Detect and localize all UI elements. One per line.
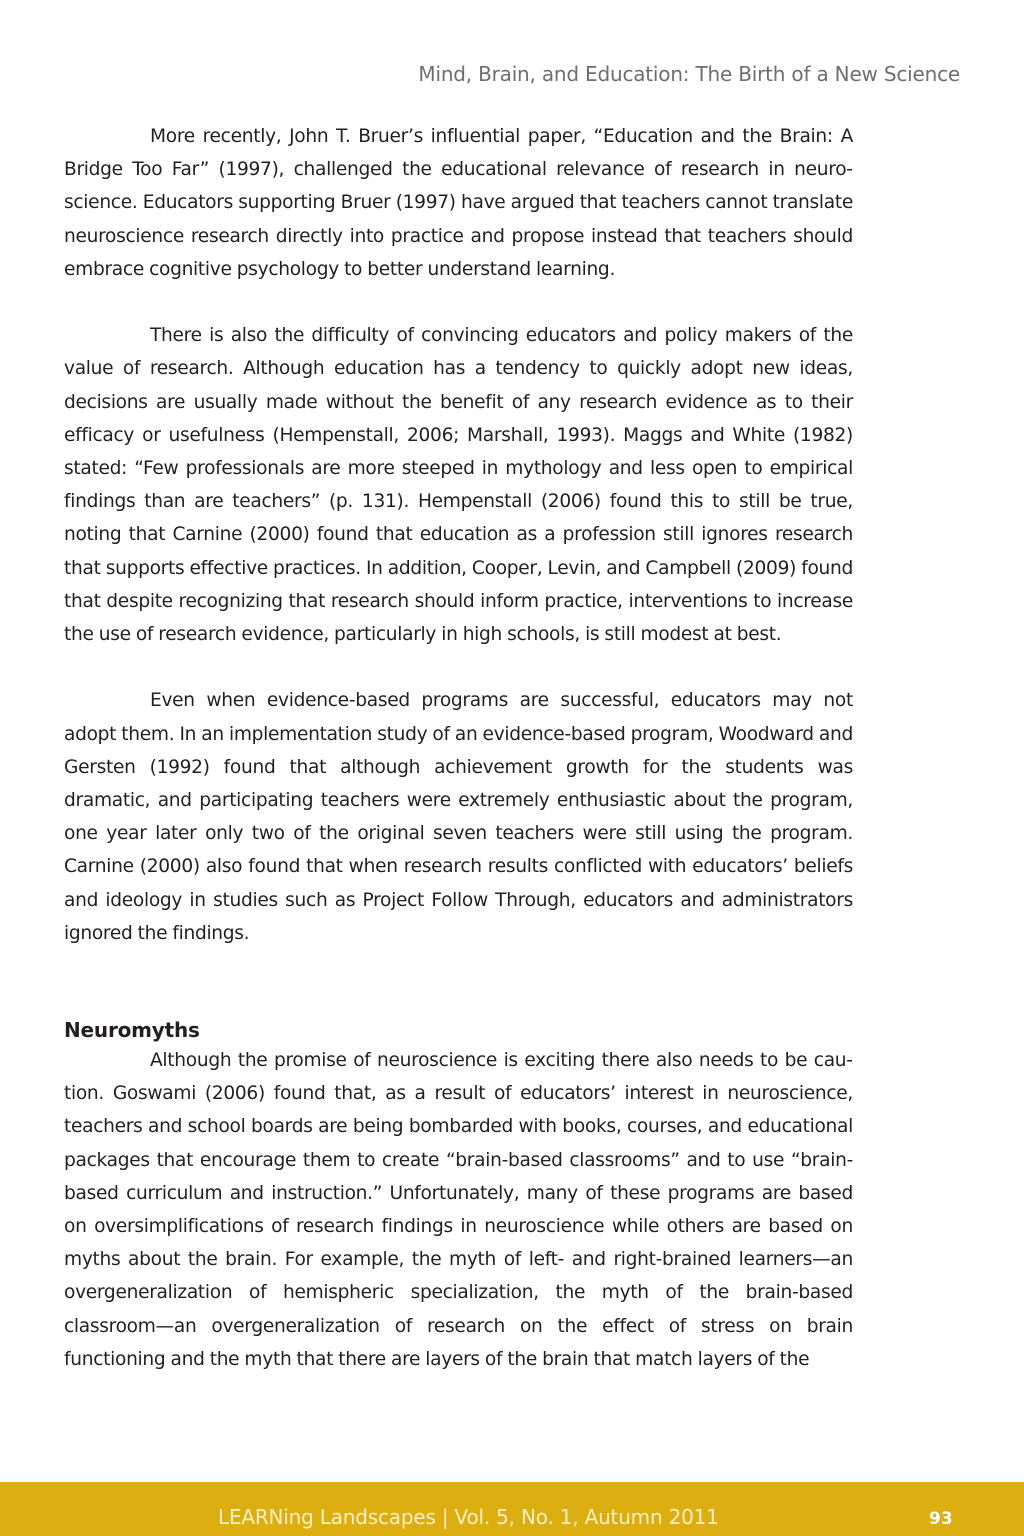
section-paragraph-1: Although the promise of neuroscience is exciting there also needs to be caution. Goswami (2006) found that, as a result of educators’ interest in neuroscience, teachers and school boards are being bombarded with books, courses, and educational packages that encourage them to create “brain-based classrooms” and to use “brain-based curriculum and instruction.” Unfortunately, many of these programs are based on oversimplifications of research findings in neuroscience while others are based on myths about the brain. For example, the myth of left- and right-brained learners—an overgeneralization of hemispheric specialization, the myth of the brain-based classroom—an overgeneralization of research on the effect of stress on brain functioning and the myth that there are layers of the brain that match layers of the (64, 1050, 853, 1370)
body-paragraph-1: More recently, John T. Bruer’s influential paper, “Education and the Brain: A Bridge Too Far” (1997), challenged the educational relevance of research in neuroscience. Educators supporting Bruer (1997) have argued that teachers cannot translate neuroscience research directly into practice and propose instead that teachers should embrace cognitive psychology to better understand learning. (64, 126, 853, 280)
page-number: 93 (929, 1509, 953, 1529)
running-head-title: Mind, Brain, and Education: The Birth of a New Science (418, 62, 960, 86)
body-paragraph-3: Even when evidence-based programs are successful, educators may not adopt them. In an implementation study of an evidence-based program, Woodward and Gersten (1992) found that although achievement growth for the students was dramatic, and participating teachers were extremely enthusiastic about the program, one year later only two of the original seven teachers were still using the program. Carnine (2000) also found that when research results conflicted with educators’ beliefs and ideology in studies such as Project Follow Through, educators and administrators ignored the findings. (64, 690, 853, 944)
section-heading-neuromyths: Neuromyths (64, 1018, 200, 1043)
article-body (64, 120, 853, 1376)
body-paragraph-2: There is also the difficulty of convincing educators and policy makers of the value of research. Although education has a tendency to quickly adopt new ideas, decisions are usually made without the benefit of any research evidence as to their efficacy or usefulness (Hempenstall, 2006; Marshall, 1993). Maggs and White (1982) stated: “Few professionals are more steeped in mythology and less open to empirical findings than are teachers” (p. 131). Hempenstall (2006) found this to still be true, noting that Carnine (2000) found that education as a profession still ignores research that supports effective practices. In addition, Cooper, Levin, and Campbell (2009) found that despite recognizing that research should inform practice, interventions to increase the use of research evidence, particularly in high schools, is still modest at best. (64, 325, 853, 646)
footer-journal-citation: LEARNing Landscapes | Vol. 5, No. 1, Autumn 2011 (218, 1505, 719, 1529)
